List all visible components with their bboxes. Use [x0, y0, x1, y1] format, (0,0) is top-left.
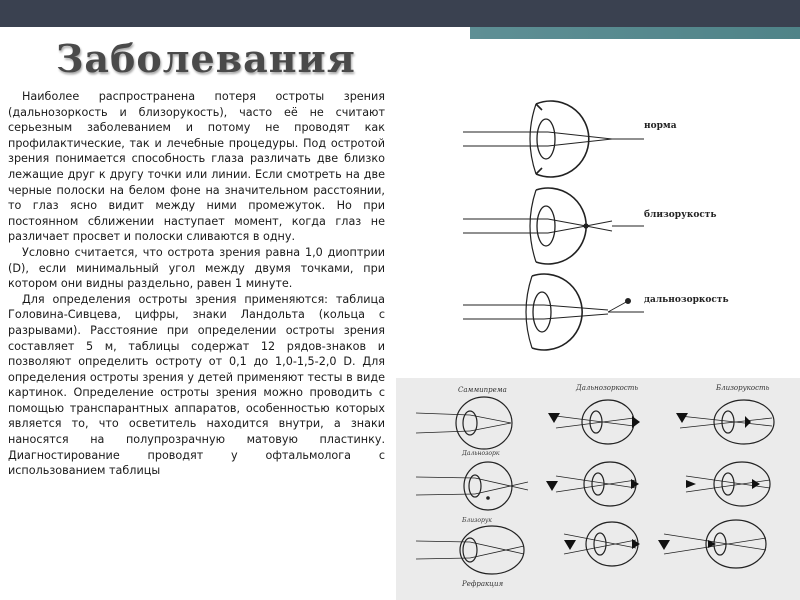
top-accent-stripe [470, 27, 800, 39]
refraction-diagram-bottom [396, 378, 800, 600]
eye-myopia-diagram [463, 188, 644, 264]
header-hyperopia: Дальнозоркость [576, 384, 639, 392]
refraction-diagram-top [458, 70, 729, 360]
body-text [8, 89, 385, 479]
slide-title: Заболевания [56, 36, 356, 81]
eye-hyperopia-diagram [463, 274, 644, 350]
paragraph-3: Для определения остроты зрения применяются: таблица Головина-Сивцева, цифры, знаки Ландольта (кольца с разрывами). Расстояние при определении остроты зрения составляет 5 м, таблицы содержат 12 рядов-знаков и позволяют определить остроту от 0,1 до 1,0-1,5-2,0 D. Для определения остроты зрения у детей применяют тесты в виде картинок. Определение остроты зрения можно проводить с помощью транспарантных аппаратов, особенностью которых является то, что осветитель находится внутри, а знаки наносятся на полупрозрачную матовую пластинку. Диагностирование проводят у офтальмолога с использованием таблицы [8, 292, 385, 478]
label-myopia: близорукость [644, 210, 717, 220]
label-hyperopia: дальнозоркость [644, 295, 729, 305]
top-banner [0, 0, 800, 27]
paragraph-2: Условно считается, что острота зрения равна 1,0 диоптрии (D), если минимальный угол между двумя точками, при котором они видны раздельно, равен 1 минуте. [8, 245, 385, 291]
header-emmetropia: Саммипрема [458, 386, 507, 394]
label-normal: норма [644, 121, 677, 131]
eye-normal-diagram [463, 101, 644, 177]
row-label-myopia: Близорук [462, 517, 492, 524]
header-myopia: Близорукость [716, 384, 770, 392]
caption-refraction: Рефракция [462, 580, 504, 588]
paragraph-1: Наиболее распространена потеря остроты зрения (дальнозоркость и близорукость), часто её не считают серьезным заболеванием и потому не проводят как профилактические, так и лечебные процедуры. Под остротой зрения понимается способность глаза различать две близко лежащие друг к другу точки или линии. Если смотреть на две черные полоски на белом фоне на значительном расстоянии, то глаз ясно видит между ними промежуток. Но при постоянном сближении наступает момент, когда глаз не различает просвет и полоски сливаются в одну. [8, 90, 385, 244]
row-label-hyperopia: Дальнозорк [462, 450, 500, 457]
